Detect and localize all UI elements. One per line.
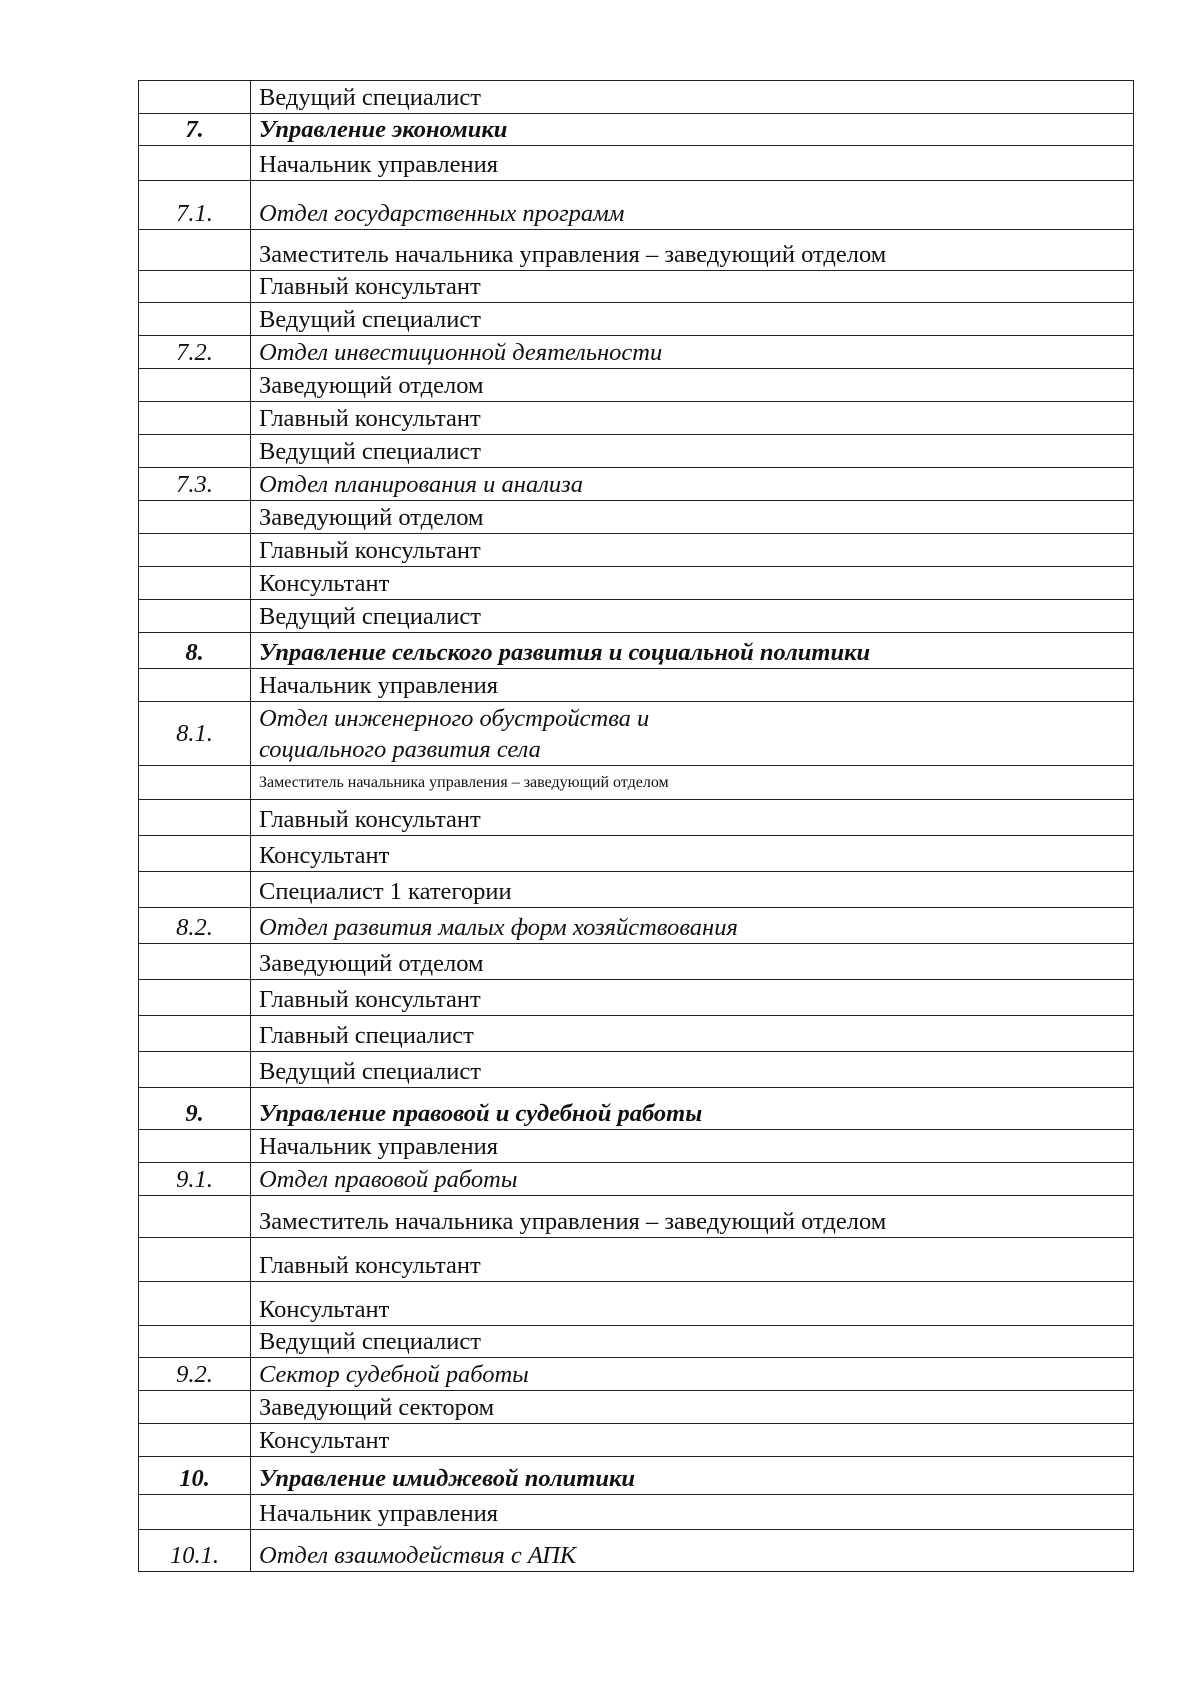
department-name-cell: Отдел государственных программ (251, 181, 1134, 230)
row-number-cell (139, 1196, 251, 1238)
position-name-cell: Консультант (251, 1282, 1134, 1326)
position-name-cell: Заведующий сектором (251, 1391, 1134, 1424)
department-name-cell (251, 702, 1134, 766)
position-name-cell: Заведующий отделом (251, 369, 1134, 402)
position-row (139, 1238, 1134, 1282)
position-name-cell: Начальник управления (251, 669, 1134, 702)
position-row (139, 1495, 1134, 1530)
row-number-cell (139, 836, 251, 872)
position-name-cell: Главный консультант (251, 402, 1134, 435)
row-number-cell: 7.1. (139, 181, 251, 230)
position-row (139, 369, 1134, 402)
row-number-cell (139, 303, 251, 336)
row-number-cell: 10. (139, 1457, 251, 1495)
row-number-cell: 9.1. (139, 1163, 251, 1196)
position-row (139, 1282, 1134, 1326)
position-name-cell: Главный специалист (251, 1016, 1134, 1052)
position-name-cell: Заместитель начальника управления – заведующий отделом (251, 230, 1134, 271)
department-row (139, 336, 1134, 369)
position-name-cell: Главный консультант (251, 800, 1134, 836)
department-row (139, 181, 1134, 230)
department-row (139, 908, 1134, 944)
position-row (139, 501, 1134, 534)
row-number-cell (139, 1052, 251, 1088)
row-number-cell (139, 1130, 251, 1163)
position-row (139, 534, 1134, 567)
row-number-cell (139, 567, 251, 600)
position-row (139, 435, 1134, 468)
department-name-cell: Сектор судебной работы (251, 1358, 1134, 1391)
position-row (139, 1326, 1134, 1358)
department-name-cell: Отдел взаимодействия с АПК (251, 1530, 1134, 1572)
row-number-cell (139, 766, 251, 800)
row-number-cell: 7. (139, 114, 251, 146)
division-row (139, 114, 1134, 146)
department-row (139, 702, 1134, 766)
row-number-cell (139, 600, 251, 633)
position-name-cell: Начальник управления (251, 1130, 1134, 1163)
position-row (139, 271, 1134, 303)
position-row (139, 836, 1134, 872)
position-name-cell: Ведущий специалист (251, 600, 1134, 633)
department-name-cell: Отдел правовой работы (251, 1163, 1134, 1196)
position-name-cell: Ведущий специалист (251, 81, 1134, 114)
position-name-cell: Главный консультант (251, 534, 1134, 567)
row-number-cell (139, 146, 251, 181)
row-number-cell (139, 501, 251, 534)
row-number-cell: 8.2. (139, 908, 251, 944)
position-name-cell: Главный консультант (251, 271, 1134, 303)
row-number-cell (139, 435, 251, 468)
position-row (139, 81, 1134, 114)
position-name-cell: Ведущий специалист (251, 303, 1134, 336)
position-row (139, 1052, 1134, 1088)
position-row (139, 1016, 1134, 1052)
row-number-cell (139, 230, 251, 271)
row-number-cell (139, 980, 251, 1016)
position-row (139, 146, 1134, 181)
position-row (139, 1424, 1134, 1457)
department-name-line-1: Отдел инженерного обустройства и (259, 705, 650, 732)
division-row (139, 633, 1134, 669)
row-number-cell (139, 944, 251, 980)
position-row (139, 766, 1134, 800)
position-row (139, 1196, 1134, 1238)
position-name-cell: Ведущий специалист (251, 435, 1134, 468)
row-number-cell: 10.1. (139, 1530, 251, 1572)
position-name-cell: Начальник управления (251, 146, 1134, 181)
position-name-cell: Консультант (251, 1424, 1134, 1457)
row-number-cell: 7.2. (139, 336, 251, 369)
row-number-cell (139, 1016, 251, 1052)
division-name-cell: Управление сельского развития и социальной политики (251, 633, 1134, 669)
row-number-cell (139, 271, 251, 303)
row-number-cell (139, 872, 251, 908)
row-number-cell: 9.2. (139, 1358, 251, 1391)
position-row (139, 402, 1134, 435)
department-name-cell: Отдел развития малых форм хозяйствования (251, 908, 1134, 944)
position-row (139, 980, 1134, 1016)
department-name-line-2: социального развития села (259, 736, 541, 763)
division-row (139, 1457, 1134, 1495)
position-name-cell: Заведующий отделом (251, 501, 1134, 534)
position-row (139, 567, 1134, 600)
row-number-cell (139, 1495, 251, 1530)
position-name-cell: Консультант (251, 567, 1134, 600)
staff-structure-table (138, 80, 1134, 1572)
position-row (139, 872, 1134, 908)
row-number-cell: 8. (139, 633, 251, 669)
row-number-cell (139, 1424, 251, 1457)
position-row (139, 230, 1134, 271)
position-name-cell: Главный консультант (251, 980, 1134, 1016)
position-row (139, 600, 1134, 633)
row-number-cell (139, 534, 251, 567)
position-row (139, 303, 1134, 336)
row-number-cell (139, 1326, 251, 1358)
position-row (139, 669, 1134, 702)
position-name-cell: Заместитель начальника управления – заведующий отделом (251, 766, 1134, 800)
row-number-cell (139, 1391, 251, 1424)
position-row (139, 1130, 1134, 1163)
position-name-cell: Ведущий специалист (251, 1326, 1134, 1358)
division-name-cell: Управление экономики (251, 114, 1134, 146)
position-name-cell: Начальник управления (251, 1495, 1134, 1530)
row-number-cell: 8.1. (139, 702, 251, 766)
row-number-cell (139, 800, 251, 836)
department-row (139, 468, 1134, 501)
row-number-cell (139, 1282, 251, 1326)
department-row (139, 1358, 1134, 1391)
row-number-cell (139, 81, 251, 114)
position-name-cell: Заместитель начальника управления – заведующий отделом (251, 1196, 1134, 1238)
row-number-cell: 9. (139, 1088, 251, 1130)
position-row (139, 944, 1134, 980)
department-name-cell: Отдел планирования и анализа (251, 468, 1134, 501)
division-name-cell: Управление правовой и судебной работы (251, 1088, 1134, 1130)
division-name-cell: Управление имиджевой политики (251, 1457, 1134, 1495)
department-name-cell: Отдел инвестиционной деятельности (251, 336, 1134, 369)
table-body (139, 81, 1134, 1572)
row-number-cell (139, 369, 251, 402)
position-name-cell: Консультант (251, 836, 1134, 872)
position-row (139, 800, 1134, 836)
position-row (139, 1391, 1134, 1424)
department-row (139, 1530, 1134, 1572)
position-name-cell: Специалист 1 категории (251, 872, 1134, 908)
position-name-cell: Главный консультант (251, 1238, 1134, 1282)
position-name-cell: Ведущий специалист (251, 1052, 1134, 1088)
document-page (138, 80, 1134, 1572)
department-row (139, 1163, 1134, 1196)
division-row (139, 1088, 1134, 1130)
row-number-cell: 7.3. (139, 468, 251, 501)
row-number-cell (139, 1238, 251, 1282)
row-number-cell (139, 669, 251, 702)
row-number-cell (139, 402, 251, 435)
position-name-cell: Заведующий отделом (251, 944, 1134, 980)
